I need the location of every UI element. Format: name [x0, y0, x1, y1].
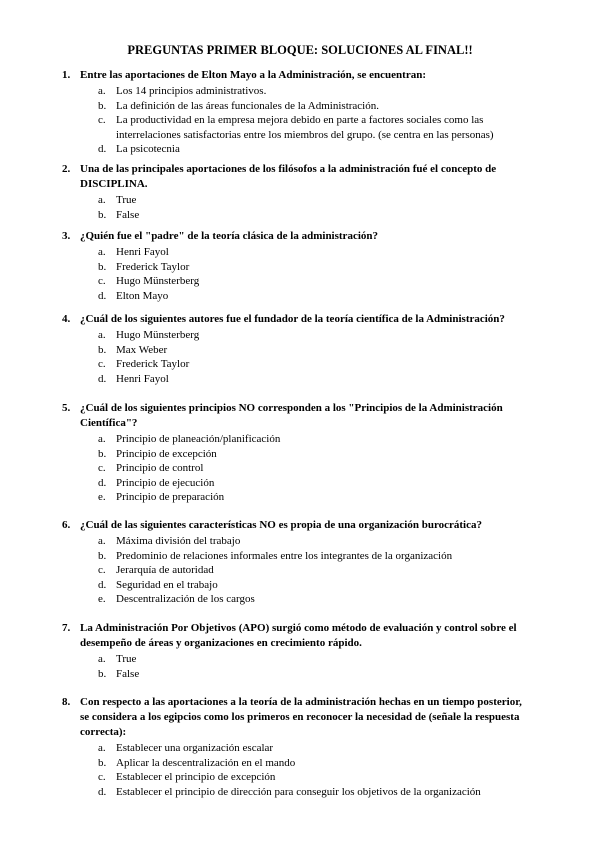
page-title: PREGUNTAS PRIMER BLOQUE: SOLUCIONES AL FINAL!!: [127, 43, 473, 57]
question-number: 4.: [62, 313, 71, 325]
option-text: Frederick Taylor: [116, 260, 190, 273]
option-letter: b.: [98, 667, 107, 680]
option-text: Principio de planeación/planificación: [116, 433, 281, 445]
option-letter: c.: [98, 114, 106, 127]
option-letter: b.: [98, 549, 107, 562]
option-letter: b.: [98, 343, 107, 356]
answer-option: [98, 667, 532, 682]
answer-option: [98, 84, 532, 99]
option-letter: a.: [98, 85, 106, 97]
option-text: Establecer el principio de dirección para conseguir los objetivos de la organización: [116, 785, 481, 798]
option-letter: c.: [98, 564, 106, 577]
answer-option: [98, 274, 532, 289]
option-text: False: [116, 208, 140, 221]
answer-option: [98, 578, 532, 593]
answer-option: [98, 592, 532, 607]
option-letter: d.: [98, 785, 107, 798]
answer-option: [98, 142, 532, 157]
option-letter: d.: [98, 372, 107, 385]
question-number: 2.: [62, 163, 71, 175]
option-text: Aplicar la descentralización en el mando: [116, 756, 296, 769]
option-text: Descentralización de los cargos: [116, 593, 255, 606]
option-letter: b.: [98, 447, 107, 460]
question-number: 8.: [62, 696, 71, 708]
option-text: Seguridad en el trabajo: [116, 578, 218, 591]
option-text: Principio de control: [116, 462, 204, 475]
question-text: Con respecto a las aportaciones a la teoría de la administración hechas en un tiempo posterior, se considera a los egipcios como los primeros en reconocer la necesidad de (señale la respuesta correcta):: [80, 696, 522, 738]
option-letter: a.: [98, 653, 106, 665]
question-5: [62, 401, 532, 505]
option-letter: a.: [98, 246, 106, 258]
question-4: [62, 312, 532, 386]
option-text: True: [116, 653, 137, 665]
question-number: 7.: [62, 622, 71, 634]
answer-option: [98, 99, 532, 114]
question-number: 5.: [62, 402, 71, 414]
option-text: Principio de ejecución: [116, 476, 215, 489]
option-letter: e.: [98, 491, 106, 504]
answer-option: [98, 343, 532, 358]
answer-option: [98, 741, 532, 756]
option-text: False: [116, 667, 140, 680]
option-letter: c.: [98, 771, 106, 784]
option-letter: d.: [98, 289, 107, 302]
question-6: [62, 518, 532, 607]
option-letter: e.: [98, 593, 106, 606]
option-text: La definición de las áreas funcionales de la Administración.: [116, 99, 379, 112]
answer-option: [98, 372, 532, 387]
question-text: Una de las principales aportaciones de los filósofos a la administración fué el concepto de DISCIPLINA.: [80, 163, 497, 190]
question-text: ¿Cuál de los siguientes principios NO corresponden a los "Principios de la Administración Científica"?: [80, 402, 503, 429]
answer-option: [98, 260, 532, 275]
option-letter: a.: [98, 329, 106, 341]
question-number: 3.: [62, 230, 71, 242]
answer-option: [98, 447, 532, 462]
answer-option: [98, 549, 532, 564]
answer-option: [98, 245, 532, 260]
option-text: Frederick Taylor: [116, 358, 190, 371]
option-letter: a.: [98, 535, 106, 547]
answer-option: [98, 534, 532, 549]
answer-option: [98, 328, 532, 343]
option-text: Los 14 principios administrativos.: [116, 85, 267, 97]
answer-option: [98, 193, 532, 208]
question-7: [62, 621, 532, 681]
option-text: Principio de preparación: [116, 491, 225, 504]
answer-option: [98, 770, 532, 785]
option-letter: d.: [98, 476, 107, 489]
option-text: Establecer el principio de excepción: [116, 771, 276, 784]
answer-option: [98, 476, 532, 491]
option-text: Henri Fayol: [116, 372, 169, 385]
option-text: La productividad en la empresa mejora debido en parte a factores sociales como las interrelaciones satisfactorias entre los miembros del grupo. (se centra en las personas): [116, 114, 494, 141]
answer-option: [98, 652, 532, 667]
answer-option: [98, 289, 532, 304]
question-text: Entre las aportaciones de Elton Mayo a la Administración, se encuentran:: [80, 69, 426, 81]
question-1: [62, 68, 532, 157]
question-text: La Administración Por Objetivos (APO) surgió como método de evaluación y control sobre el desempeño de áreas y organizaciones en crecimiento rápido.: [80, 622, 517, 649]
option-letter: c.: [98, 358, 106, 371]
option-letter: a.: [98, 194, 106, 206]
option-text: Max Weber: [116, 343, 168, 356]
option-text: Predominio de relaciones informales entre los integrantes de la organización: [116, 549, 453, 562]
answer-option: [98, 208, 532, 223]
option-text: True: [116, 194, 137, 206]
question-2: [62, 162, 532, 222]
option-text: Principio de excepción: [116, 447, 217, 460]
question-text: ¿Cuál de las siguientes características NO es propia de una organización burocrática?: [80, 519, 482, 531]
option-text: Hugo Münsterberg: [116, 275, 200, 288]
option-letter: d.: [98, 578, 107, 591]
option-letter: b.: [98, 756, 107, 769]
question-text: ¿Cuál de los siguientes autores fue el fundador de la teoría científica de la Administración?: [80, 313, 505, 325]
option-letter: a.: [98, 433, 106, 445]
option-letter: c.: [98, 462, 106, 475]
answer-option: [98, 756, 532, 771]
question-3: [62, 229, 532, 303]
option-letter: b.: [98, 99, 107, 112]
option-text: Elton Mayo: [116, 289, 169, 302]
question-8: [62, 695, 532, 799]
question-text: ¿Quién fue el "padre" de la teoría clásica de la administración?: [80, 230, 378, 242]
answer-option: [98, 461, 532, 476]
answer-option: [98, 357, 532, 372]
question-number: 1.: [62, 69, 71, 81]
answer-option: [98, 785, 532, 800]
option-text: Máxima división del trabajo: [116, 535, 241, 547]
option-letter: a.: [98, 742, 106, 754]
question-number: 6.: [62, 519, 71, 531]
answer-option: [98, 490, 532, 505]
answer-option: [98, 432, 532, 447]
option-text: Jerarquía de autoridad: [116, 564, 214, 577]
option-letter: b.: [98, 208, 107, 221]
option-letter: c.: [98, 275, 106, 288]
option-text: Hugo Münsterberg: [116, 329, 200, 341]
answer-option: [98, 113, 532, 142]
answer-option: [98, 563, 532, 578]
option-text: Establecer una organización escalar: [116, 742, 274, 754]
option-text: La psicotecnia: [116, 143, 180, 156]
option-text: Henri Fayol: [116, 246, 169, 258]
option-letter: b.: [98, 260, 107, 273]
option-letter: d.: [98, 143, 107, 156]
